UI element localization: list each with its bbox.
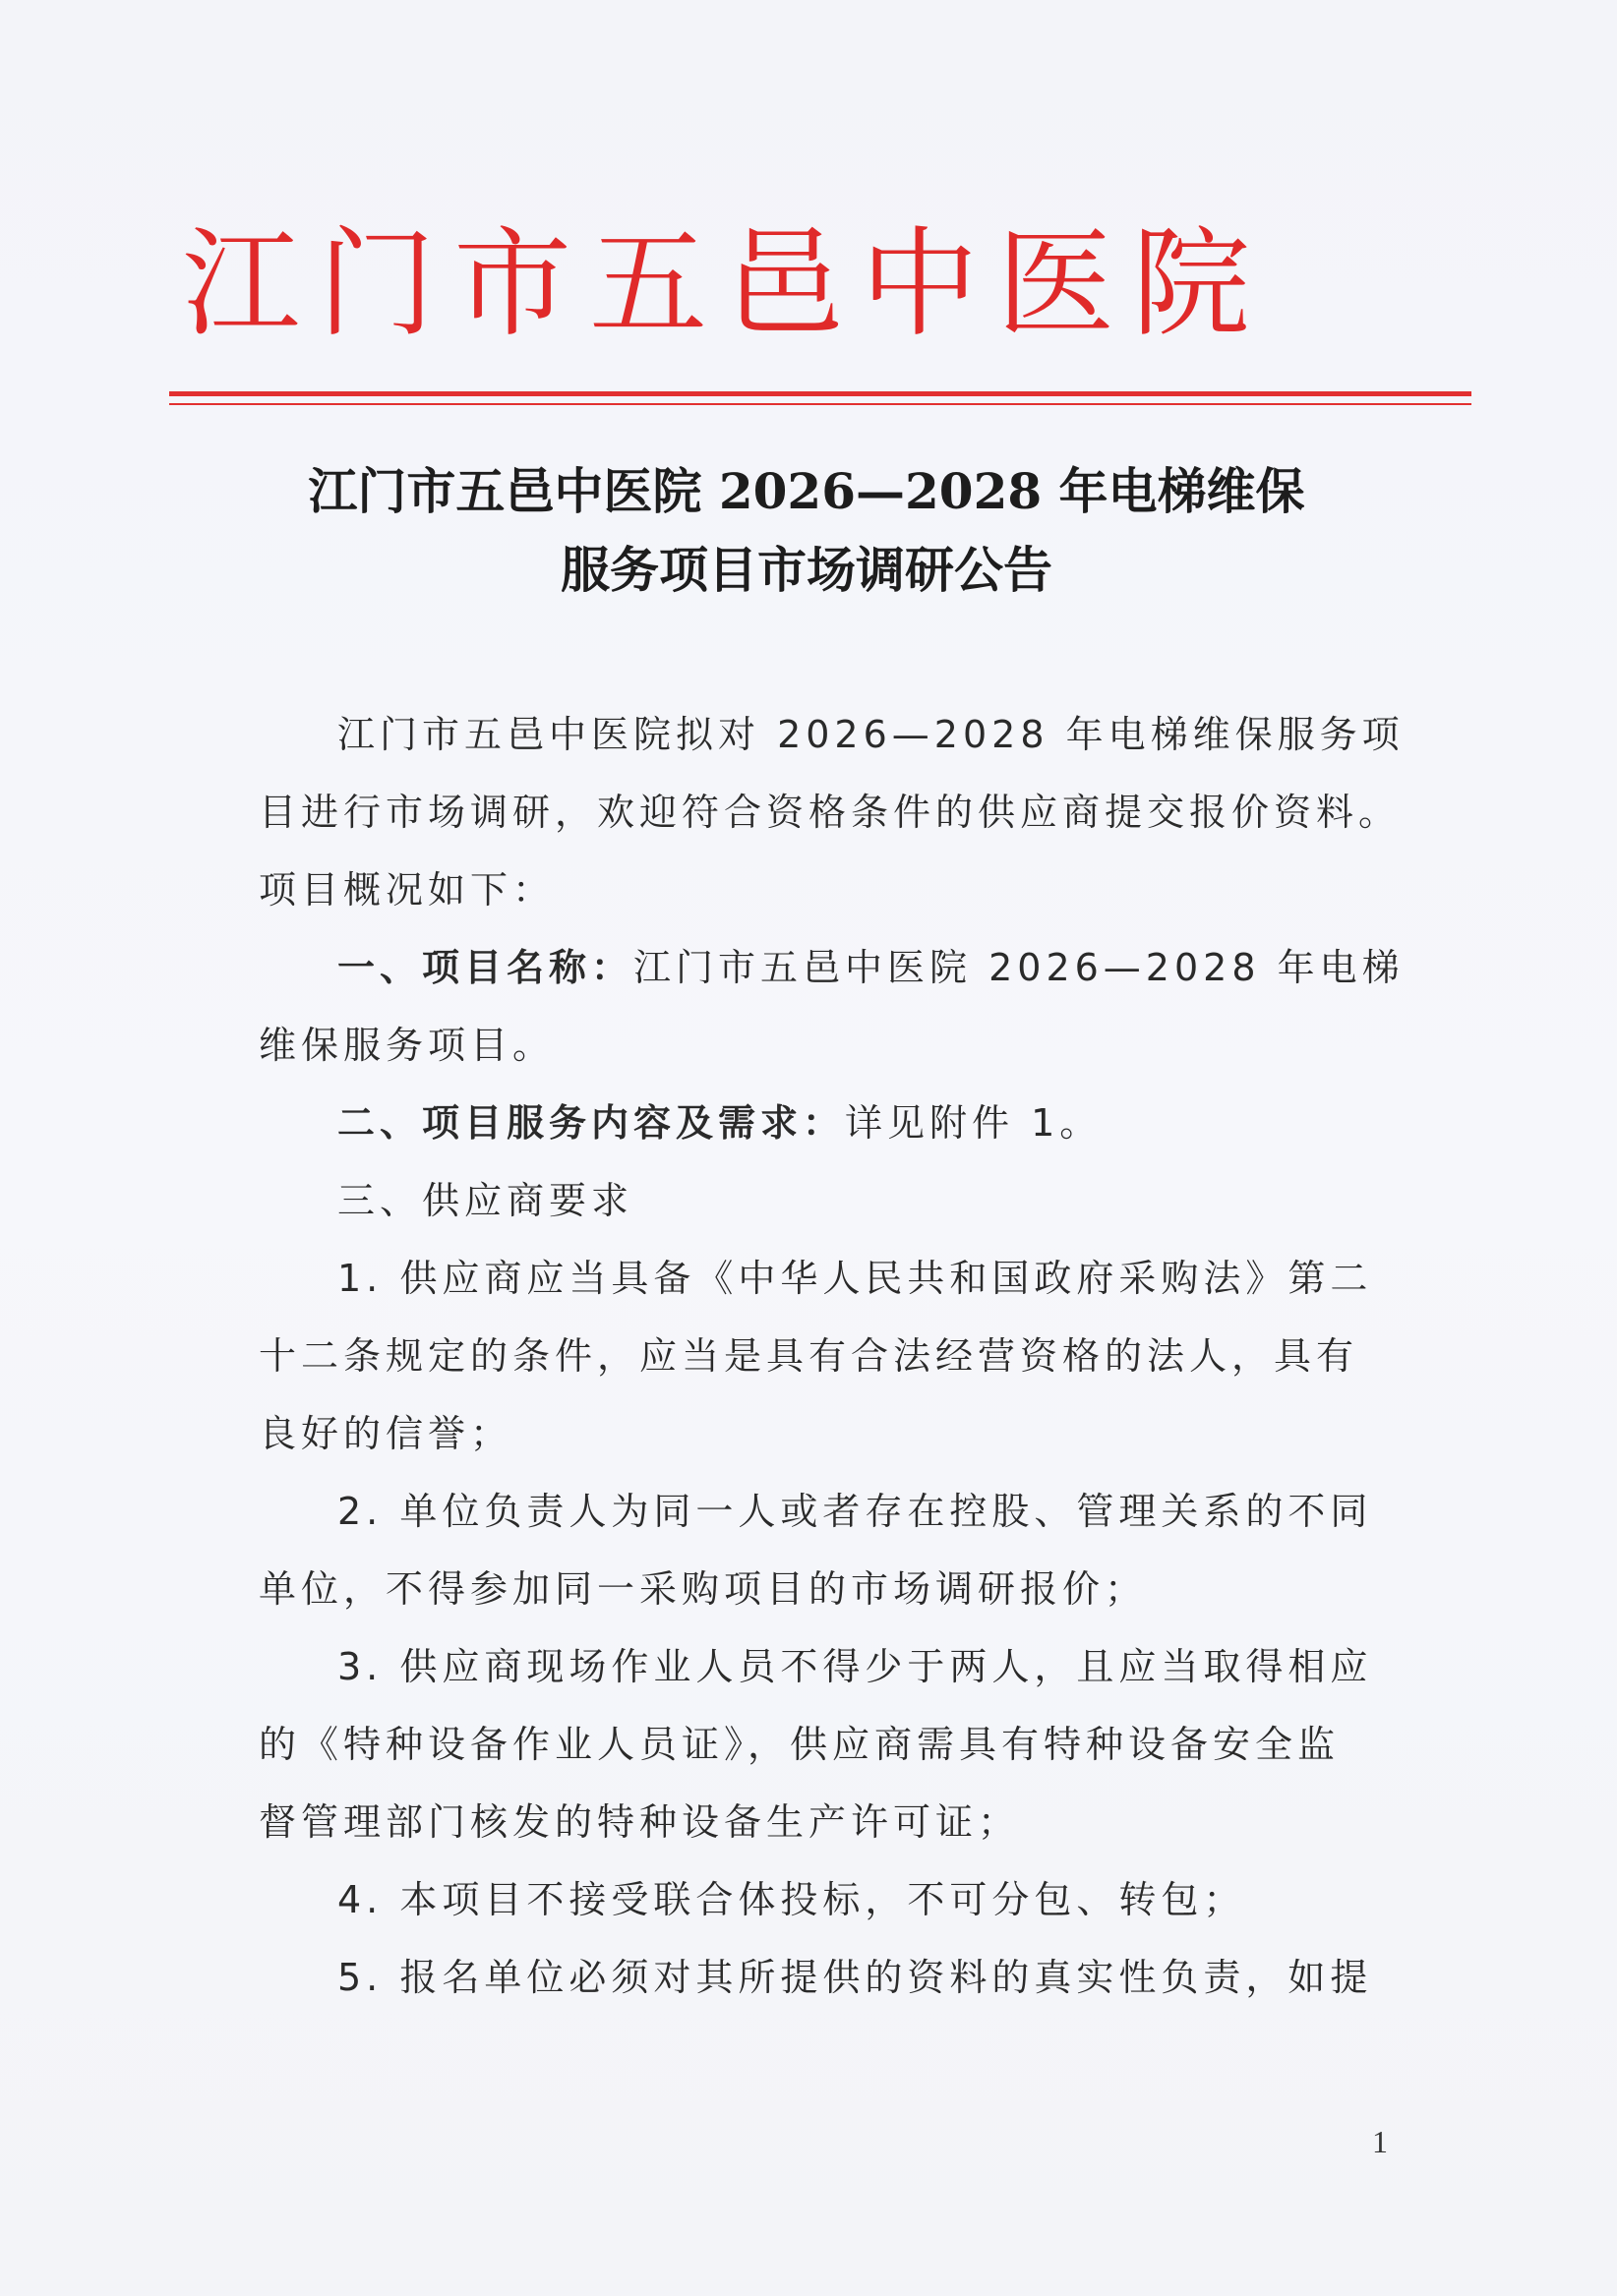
intro-line-3: 项目概况如下： bbox=[259, 868, 556, 912]
section-1-line-1 bbox=[259, 929, 1449, 1007]
section-2-text: 详见附件 1。 bbox=[845, 1101, 1103, 1145]
document-body bbox=[259, 696, 1449, 2017]
page-number: 1 bbox=[1372, 2124, 1388, 2159]
section-1-text: 江门市五邑中医院 2026—2028 年电梯 bbox=[633, 946, 1405, 989]
requirement-3-line-2: 的《特种设备作业人员证》，供应商需具有特种设备安全监 bbox=[259, 1723, 1341, 1766]
requirement-1-line-3: 良好的信誉； bbox=[259, 1412, 513, 1455]
intro-line-2: 目进行市场调研，欢迎符合资格条件的供应商提交报价资料。 bbox=[259, 791, 1402, 834]
letterhead-rule-thick bbox=[169, 391, 1471, 396]
section-1-heading: 一、项目名称： bbox=[337, 946, 634, 989]
requirement-1-line-1: 1. 供应商应当具备《中华人民共和国政府采购法》第二 bbox=[337, 1257, 1373, 1300]
requirement-4-line-1: 4. 本项目不接受联合体投标，不可分包、转包； bbox=[337, 1878, 1246, 1921]
letterhead-title: 江门市五邑中医院 bbox=[182, 216, 1268, 353]
title-line-2: 服务项目市场调研公告 bbox=[561, 541, 1052, 599]
requirement-2-line-1: 2. 单位负责人为同一人或者存在控股、管理关系的不同 bbox=[337, 1490, 1373, 1533]
requirement-1-line-2: 十二条规定的条件，应当是具有合法经营资格的法人，具有 bbox=[259, 1334, 1359, 1378]
section-3-heading: 三、供应商要求 bbox=[337, 1179, 634, 1222]
section-2-heading: 二、项目服务内容及需求： bbox=[337, 1101, 846, 1145]
title-line-1: 江门市五邑中医院 2026—2028 年电梯维保 bbox=[308, 462, 1305, 520]
requirement-3-line-3: 督管理部门核发的特种设备生产许可证； bbox=[259, 1800, 1021, 1844]
intro-line-1: 江门市五邑中医院拟对 2026—2028 年电梯维保服务项 bbox=[337, 713, 1405, 756]
letterhead-rule-thin bbox=[169, 403, 1471, 405]
requirement-5-line-1: 5. 报名单位必须对其所提供的资料的真实性负责，如提 bbox=[337, 1956, 1373, 1999]
section-2-line bbox=[259, 1085, 1449, 1162]
section-1-line-2: 维保服务项目。 bbox=[259, 1024, 556, 1067]
requirement-2-line-2: 单位，不得参加同一采购项目的市场调研报价； bbox=[259, 1567, 1148, 1611]
document-title bbox=[167, 452, 1446, 610]
requirement-3-line-1: 3. 供应商现场作业人员不得少于两人，且应当取得相应 bbox=[337, 1645, 1373, 1688]
